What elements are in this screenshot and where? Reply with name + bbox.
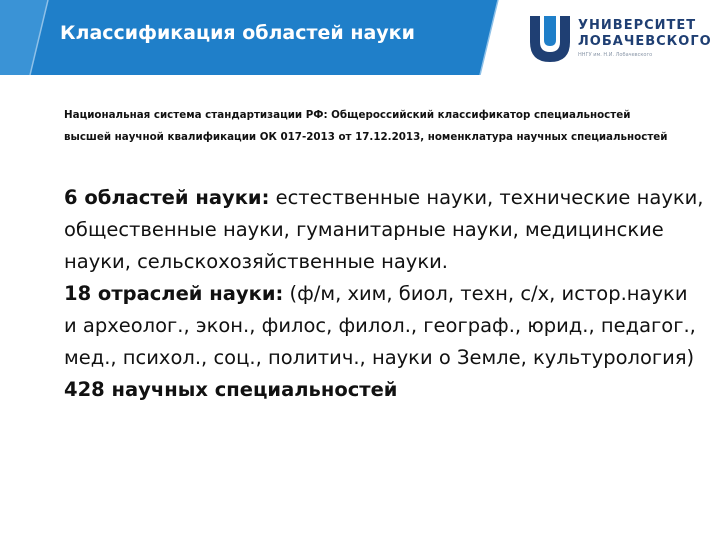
university-logo [526, 10, 712, 66]
paragraph-branches [64, 278, 704, 374]
paragraph-specialties [64, 374, 704, 406]
subtitle [64, 104, 684, 148]
logo-name-line2: ЛОБАЧЕВСКОГО [578, 34, 712, 49]
paragraph-fields [64, 182, 704, 278]
fields-text: естественные науки, технические науки, общественные науки, гуманитарные науки, медицинские науки, сельскохозяйственные науки. [64, 186, 704, 273]
specialties-heading: 428 научных специальностей [64, 378, 398, 401]
fields-heading: 6 областей науки: [64, 186, 270, 209]
logo-name-line1: УНИВЕРСИТЕТ [578, 18, 697, 33]
page-title: Классификация областей науки [60, 22, 415, 44]
branches-text: (ф/м, хим, биол, техн, с/х, истор.науки и археолог., экон., филос, филол., географ., юрид., педагог., мед., психол., соц., политич., науки о Земле, культурология) [64, 282, 696, 369]
branches-heading: 18 отраслей науки: [64, 282, 284, 305]
logo-tagline: ННГУ им. Н.И. Лобачевского [578, 52, 653, 58]
logo-emblem-icon [526, 12, 574, 64]
subtitle-line-1: Национальная система стандартизации РФ: Общероссийский классификатор специальностей [64, 109, 631, 121]
subtitle-line-2: высшей научной квалификации ОК 017-2013 от 17.12.2013, номенклатура научных специальностей [64, 131, 668, 143]
main-content [64, 182, 704, 406]
